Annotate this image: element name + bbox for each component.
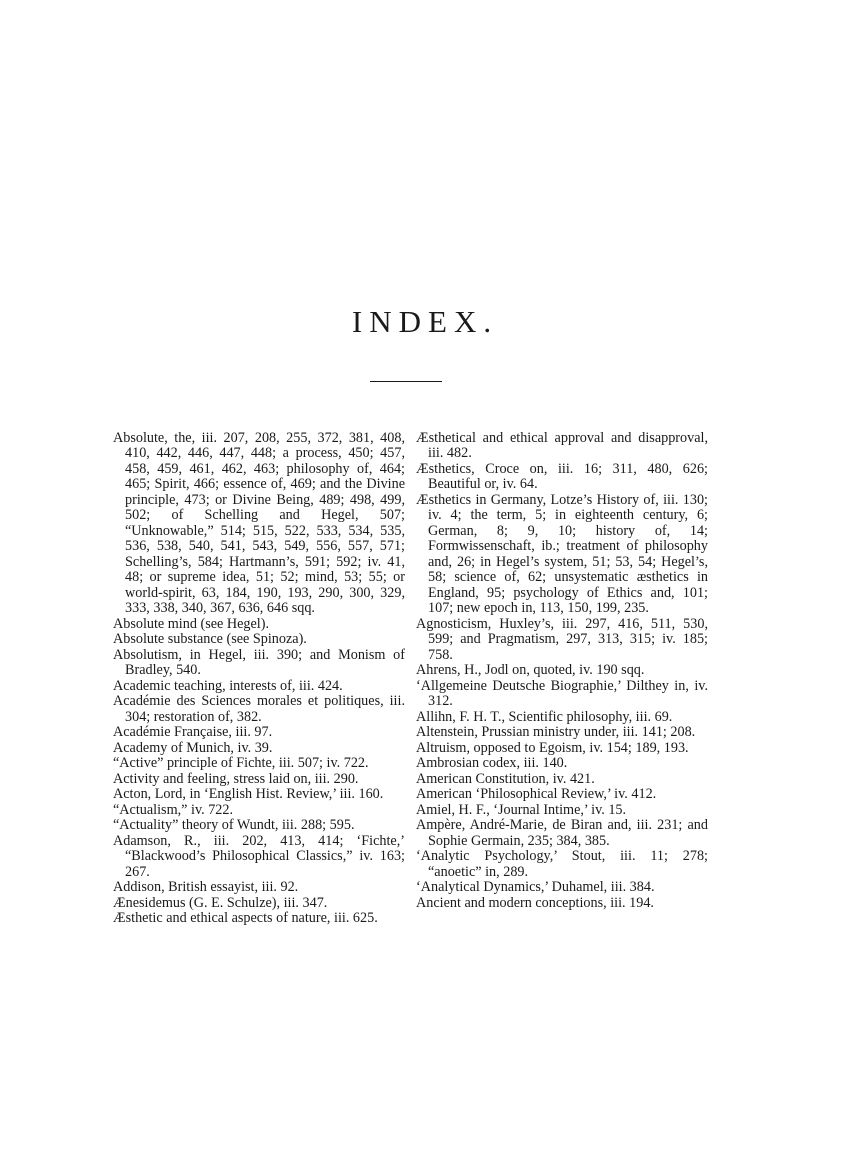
index-entry: Altruism, opposed to Egoism, iv. 154; 189, 193.	[416, 739, 689, 756]
index-entry: Æsthetic and ethical aspects of nature, iii. 625.	[113, 910, 378, 927]
index-entry: American ‘Philosophical Review,’ iv. 412.	[416, 786, 657, 803]
index-entry: Absolute mind (see Hegel).	[113, 615, 270, 632]
index-entry: “Actuality” theory of Wundt, iii. 288; 595.	[113, 817, 355, 834]
index-entry: Ancient and modern conceptions, iii. 194.	[416, 894, 654, 911]
index-entry: Æsthetics, Croce on, iii. 16; 311, 480, 626; Beautiful or, iv. 64.	[416, 460, 708, 493]
index-entry: Absolute substance (see Spinoza).	[113, 631, 307, 648]
index-entry: Allihn, F. H. T., Scientific philosophy, iii. 69.	[416, 708, 673, 725]
index-entry: Acton, Lord, in ‘English Hist. Review,’ iii. 160.	[113, 786, 384, 803]
index-entry: Amiel, H. F., ‘Journal Intime,’ iv. 15.	[416, 801, 627, 818]
index-entry: Activity and feeling, stress laid on, iii. 290.	[113, 770, 359, 787]
index-entry: American Constitution, iv. 421.	[416, 770, 595, 787]
index-entry: Absolutism, in Hegel, iii. 390; and Monism of Bradley, 540.	[113, 646, 405, 679]
page-title: INDEX.	[351, 304, 499, 339]
index-entry: Academy of Munich, iv. 39.	[113, 739, 273, 756]
index-entry: Æsthetical and ethical approval and disapproval, iii. 482.	[416, 430, 708, 462]
index-entry: Æsthetics in Germany, Lotze’s History of, iii. 130; iv. 4; the term, 5; in eighteenth century, 6; German, 8; 9, 10; history of, 14; Formwissenschaft, ib.; treatment of philosophy and, 26; in Hegel’s system, 51; 53, 54; Hegel’s, 58; science of, 62; unsystematic æsthetics in England, 95; psychology of Ethics and, 101; 107; new epoch in, 113, 150, 199, 235.	[416, 491, 708, 617]
index-entry: Addison, British essayist, iii. 92.	[113, 879, 299, 896]
index-entry: ‘Analytical Dynamics,’ Duhamel, iii. 384.	[416, 879, 655, 896]
index-entry: Adamson, R., iii. 202, 413, 414; ‘Fichte,’ “Blackwood’s Philosophical Classics,” iv. 163; 267.	[113, 832, 405, 880]
index-entry: Académie Française, iii. 97.	[113, 724, 273, 741]
index-entry: Ampère, André-Marie, de Biran and, iii. 231; and Sophie Germain, 235; 384, 385.	[416, 817, 708, 849]
index-entry: Ænesidemus (G. E. Schulze), iii. 347.	[113, 894, 328, 911]
index-entry: Absolute, the, iii. 207, 208, 255, 372, 381, 408, 410, 442, 446, 447, 448; a process, 450; 457, 458, 459, 461, 462, 463; philosophy of, 464; 465; Spirit, 466; essence of, 469; and the Divine principle, 473; or Divine Being, 489; 498, 499, 502; of Schelling and Hegel, 507; “Unknowable,” 514; 515, 522, 533, 534, 535, 536, 538, 540, 541, 543, 549, 556, 557, 571; Schelling’s, 584; Hartmann’s, 591; 592; iv. 41, 48; or supreme idea, 51; 52; mind, 53; 55; or world-spirit, 63, 184, 190, 193, 290, 300, 329, 333, 338, 340, 367, 636, 646 sqq.	[113, 430, 405, 617]
index-entry: Ambrosian codex, iii. 140.	[416, 755, 568, 772]
index-entry: Academic teaching, interests of, iii. 424.	[113, 677, 343, 694]
index-column-right	[416, 431, 708, 911]
index-column-left	[113, 431, 405, 927]
index-entry: ‘Allgemeine Deutsche Biographie,’ Dilthey in, iv. 312.	[416, 677, 708, 710]
title-rule	[370, 381, 442, 382]
index-entry: Altenstein, Prussian ministry under, iii. 141; 208.	[416, 724, 696, 741]
index-entry: Ahrens, H., Jodl on, quoted, iv. 190 sqq.	[416, 662, 645, 679]
index-entry: “Active” principle of Fichte, iii. 507; iv. 722.	[113, 755, 369, 772]
index-entry: “Actualism,” iv. 722.	[113, 801, 234, 818]
index-entry: ‘Analytic Psychology,’ Stout, iii. 11; 278; “anoetic” in, 289.	[416, 848, 708, 880]
index-entry: Académie des Sciences morales et politiques, iii. 304; restoration of, 382.	[113, 693, 405, 725]
index-entry: Agnosticism, Huxley’s, iii. 297, 416, 511, 530, 599; and Pragmatism, 297, 313, 315; iv. 185; 758.	[416, 615, 708, 663]
